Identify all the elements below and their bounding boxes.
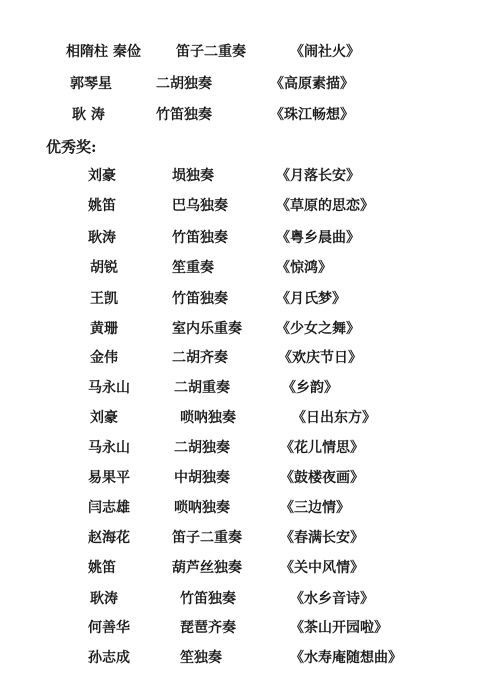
piece-title: 《三边情》	[280, 500, 350, 516]
piece-title: 《少女之舞》	[276, 321, 360, 337]
award-row	[0, 498, 492, 520]
piece-title: 《关中风情》	[280, 560, 364, 576]
piece-title: 《粤乡晨曲》	[276, 230, 360, 246]
performance-category: 二胡独奏	[174, 440, 230, 456]
performer-name: 何善华	[88, 620, 130, 636]
performance-category: 竹笛独奏	[180, 591, 236, 607]
performer-name: 胡锐	[90, 260, 118, 276]
award-row	[0, 468, 492, 490]
piece-title: 《闹社火》	[290, 44, 360, 60]
award-row	[0, 258, 492, 280]
performer-name: 马永山	[88, 440, 130, 456]
performer-name: 姚笛	[88, 560, 116, 576]
performer-name: 刘豪	[88, 168, 116, 184]
performance-category: 二胡重奏	[174, 380, 230, 396]
piece-title: 《鼓楼夜画》	[280, 470, 364, 486]
performance-category: 竹笛独奏	[156, 107, 212, 123]
award-row	[0, 438, 492, 460]
performance-category: 室内乐重奏	[172, 321, 242, 337]
piece-title: 《欢庆节日》	[278, 350, 362, 366]
piece-title: 《惊鸿》	[276, 260, 332, 276]
piece-title: 《草原的思恋》	[276, 198, 374, 214]
top-entry-row	[0, 42, 492, 64]
performer-name: 闫志雄	[88, 500, 130, 516]
performer-name: 易果平	[88, 470, 130, 486]
award-row	[0, 319, 492, 341]
performer-name: 刘豪	[90, 410, 118, 426]
performance-category: 笙独奏	[180, 650, 222, 666]
piece-title: 《日出东方》	[292, 410, 376, 426]
performance-category: 唢呐独奏	[180, 410, 236, 426]
piece-title: 《花儿情思》	[280, 440, 364, 456]
performer-name: 相隋柱 秦俭	[66, 44, 141, 60]
award-row	[0, 618, 492, 640]
performer-name: 耿 涛	[72, 107, 105, 123]
performance-category: 琵琶齐奏	[180, 620, 236, 636]
award-row	[0, 228, 492, 250]
award-row	[0, 408, 492, 430]
piece-title: 《高原素描》	[270, 76, 354, 92]
piece-title: 《春满长安》	[280, 530, 364, 546]
award-row	[0, 648, 492, 670]
performer-name: 金伟	[90, 350, 118, 366]
award-row	[0, 289, 492, 311]
performance-category: 竹笛独奏	[172, 291, 228, 307]
top-entry-row	[0, 74, 492, 96]
performance-category: 二胡独奏	[156, 76, 212, 92]
award-row	[0, 166, 492, 188]
performance-category: 二胡齐奏	[172, 350, 228, 366]
performer-name: 赵海花	[88, 530, 130, 546]
performer-name: 耿涛	[90, 591, 118, 607]
performer-name: 黄珊	[90, 321, 118, 337]
performer-name: 马永山	[88, 380, 130, 396]
performance-category: 笛子二重奏	[176, 44, 246, 60]
piece-title: 《乡韵》	[282, 380, 338, 396]
performance-category: 葫芦丝独奏	[172, 560, 242, 576]
performer-name: 郭琴星	[70, 76, 112, 92]
performer-name: 姚笛	[88, 198, 116, 214]
piece-title: 《茶山开园啦》	[290, 620, 388, 636]
piece-title: 《珠江畅想》	[270, 107, 354, 123]
award-row	[0, 528, 492, 550]
award-row	[0, 348, 492, 370]
performer-name: 孙志成	[88, 650, 130, 666]
section-heading: 优秀奖:	[46, 138, 97, 156]
performance-category: 唢呐独奏	[174, 500, 230, 516]
award-row	[0, 196, 492, 218]
top-entry-row	[0, 105, 492, 127]
performance-category: 巴乌独奏	[172, 198, 228, 214]
award-row	[0, 589, 492, 611]
piece-title: 《月氏梦》	[276, 291, 346, 307]
award-row	[0, 378, 492, 400]
performance-category: 竹笛独奏	[172, 230, 228, 246]
performance-category: 埙独奏	[172, 168, 214, 184]
performer-name: 王凯	[90, 291, 118, 307]
piece-title: 《水寿庵随想曲》	[290, 650, 402, 666]
performer-name: 耿涛	[88, 230, 116, 246]
award-row	[0, 558, 492, 580]
piece-title: 《月落长安》	[276, 168, 360, 184]
performance-category: 中胡独奏	[174, 470, 230, 486]
piece-title: 《水乡音诗》	[290, 591, 374, 607]
performance-category: 笛子二重奏	[172, 530, 242, 546]
performance-category: 笙重奏	[172, 260, 214, 276]
